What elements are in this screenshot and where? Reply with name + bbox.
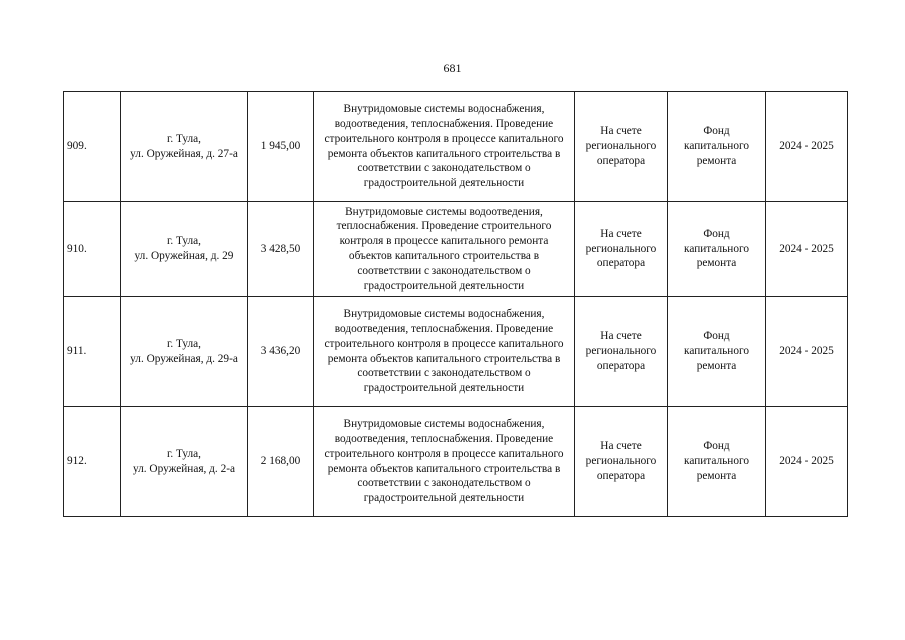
registry-table (63, 91, 848, 517)
period-cell: 2024 - 2025 (766, 202, 848, 297)
works-description: Внутридомовые системы водоотведения, теплоснабжения. Проведение строительного контроля в процессе капитального ремонта объектов капитального строительства в соответствии с законодательством о градостроительной деятельности (314, 202, 575, 297)
table-row (64, 297, 848, 407)
executor-cell: На счете регионального оператора (575, 202, 668, 297)
cost-cell: 3 436,20 (248, 297, 314, 407)
cost-cell: 1 945,00 (248, 92, 314, 202)
fund-cell: Фонд капитального ремонта (668, 407, 766, 517)
table-row (64, 407, 848, 517)
address-street: ул. Оружейная, д. 2-а (132, 462, 236, 475)
address-street: ул. Оружейная, д. 29-а (130, 352, 238, 365)
row-number: 912. (64, 407, 121, 517)
address-street: ул. Оружейная, д. 27-а (130, 147, 238, 160)
fund-cell: Фонд капитального ремонта (668, 297, 766, 407)
address-city: г. Тула, (167, 447, 201, 460)
table-row (64, 202, 848, 297)
page-number: 681 (443, 61, 462, 75)
executor-cell: На счете регионального оператора (575, 92, 668, 202)
works-description: Внутридомовые системы водоснабжения, водоотведения, теплоснабжения. Проведение строительного контроля в процессе капитального ремонта объектов капитального строительства в соответствии с законодательством о градостроительной деятельности (314, 407, 575, 517)
period-cell: 2024 - 2025 (766, 407, 848, 517)
works-description: Внутридомовые системы водоснабжения, водоотведения, теплоснабжения. Проведение строительного контроля в процессе капитального ремонта объектов капитального строительства в соответствии с законодательством о градостроительной деятельности (314, 297, 575, 407)
row-number: 911. (64, 297, 121, 407)
cost-cell: 3 428,50 (248, 202, 314, 297)
row-number: 909. (64, 92, 121, 202)
address-cell (121, 297, 248, 407)
period-cell: 2024 - 2025 (766, 92, 848, 202)
period-cell: 2024 - 2025 (766, 297, 848, 407)
address-cell (121, 92, 248, 202)
address-city: г. Тула, (167, 235, 201, 248)
address-street: ул. Оружейная, д. 29 (134, 250, 234, 262)
cost-cell: 2 168,00 (248, 407, 314, 517)
address-city: г. Тула, (167, 132, 201, 145)
executor-cell: На счете регионального оператора (575, 297, 668, 407)
address-city: г. Тула, (167, 337, 201, 350)
address-cell (121, 407, 248, 517)
address-cell (121, 202, 248, 297)
table-row (64, 92, 848, 202)
fund-cell: Фонд капитального ремонта (668, 202, 766, 297)
fund-cell: Фонд капитального ремонта (668, 92, 766, 202)
works-description: Внутридомовые системы водоснабжения, водоотведения, теплоснабжения. Проведение строительного контроля в процессе капитального ремонта объектов капитального строительства в соответствии с законодательством о градостроительной деятельности (314, 92, 575, 202)
executor-cell: На счете регионального оператора (575, 407, 668, 517)
row-number: 910. (64, 202, 121, 297)
